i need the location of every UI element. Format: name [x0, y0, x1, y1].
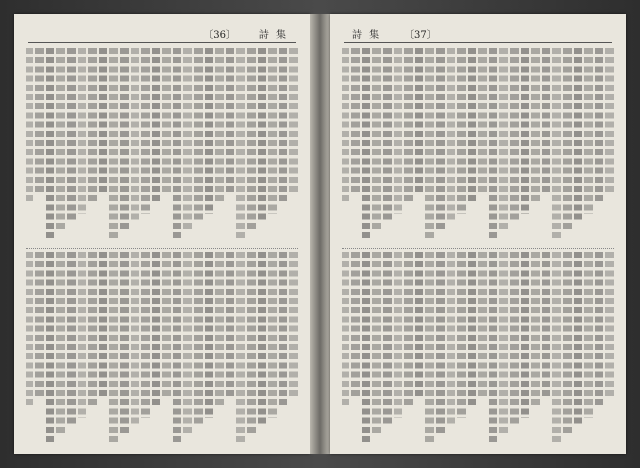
text-column: [510, 252, 519, 427]
text-column: [595, 252, 604, 408]
text-column: [258, 252, 267, 427]
text-column: [141, 252, 150, 418]
text-column: [552, 252, 561, 445]
text-column: [605, 252, 614, 399]
left-page: [14, 14, 310, 454]
text-column: [521, 252, 530, 418]
left-page-number: 〔36〕: [203, 30, 236, 41]
text-column: [35, 252, 44, 399]
text-column: [447, 48, 456, 223]
right-page-number: 〔37〕: [404, 30, 437, 41]
text-column: [109, 252, 118, 445]
text-column: [194, 48, 203, 223]
text-column: [26, 252, 33, 408]
text-column: [499, 252, 508, 436]
text-column: [394, 48, 403, 214]
text-column: [78, 252, 87, 418]
text-column: [226, 252, 235, 399]
text-column: [205, 252, 214, 418]
text-column: [372, 252, 381, 436]
text-column: [404, 48, 413, 204]
text-column: [46, 252, 55, 445]
text-column: [236, 252, 245, 445]
text-column: [268, 48, 277, 214]
text-column: [279, 252, 288, 408]
text-column: [67, 48, 76, 223]
text-column: [531, 252, 540, 408]
text-column: [131, 252, 140, 427]
text-column: [120, 252, 129, 436]
text-column: [215, 48, 224, 204]
text-column: [457, 252, 466, 418]
text-column: [131, 48, 140, 223]
text-column: [342, 48, 349, 204]
text-column: [88, 48, 97, 204]
right-page-title: 詩 集: [352, 30, 382, 41]
text-column: [468, 48, 477, 204]
right-upper-text-block: [342, 48, 614, 244]
text-column: [173, 252, 182, 445]
text-column: [436, 252, 445, 436]
text-column: [383, 48, 392, 223]
right-page-header: [344, 24, 612, 43]
right-lower-text-block: [342, 252, 614, 448]
text-column: [289, 252, 298, 399]
book-gutter: [310, 14, 330, 454]
text-column: [152, 48, 161, 204]
text-column: [584, 252, 593, 418]
text-column: [425, 48, 434, 241]
text-column: [542, 252, 551, 399]
text-column: [78, 48, 87, 214]
text-column: [478, 252, 487, 399]
text-column: [162, 48, 171, 195]
text-column: [499, 48, 508, 232]
text-column: [258, 48, 267, 223]
text-column: [268, 252, 277, 418]
text-column: [489, 252, 498, 445]
text-column: [531, 48, 540, 204]
text-column: [194, 252, 203, 427]
text-column: [584, 48, 593, 214]
text-column: [236, 48, 245, 241]
text-column: [425, 252, 434, 445]
text-column: [152, 252, 161, 408]
left-section-divider: [26, 248, 298, 249]
text-column: [351, 48, 360, 195]
text-column: [510, 48, 519, 223]
right-page: [330, 14, 626, 454]
text-column: [563, 252, 572, 436]
text-column: [351, 252, 360, 399]
text-column: [46, 48, 55, 241]
text-column: [120, 48, 129, 232]
text-column: [162, 252, 171, 399]
text-column: [141, 48, 150, 214]
text-column: [574, 252, 583, 427]
left-page-body: [26, 48, 298, 444]
text-column: [489, 48, 498, 241]
text-column: [279, 48, 288, 204]
text-column: [26, 48, 33, 204]
text-column: [99, 48, 108, 195]
text-column: [468, 252, 477, 408]
text-column: [552, 48, 561, 241]
text-column: [99, 252, 108, 399]
text-column: [289, 48, 298, 195]
text-column: [436, 48, 445, 232]
text-column: [88, 252, 97, 408]
left-upper-text-block: [26, 48, 298, 244]
text-column: [383, 252, 392, 427]
left-page-title: 詩 集: [258, 30, 288, 41]
text-column: [247, 252, 256, 436]
text-column: [415, 48, 424, 195]
text-column: [183, 48, 192, 232]
text-column: [542, 48, 551, 195]
text-column: [247, 48, 256, 232]
text-column: [56, 252, 65, 436]
text-column: [415, 252, 424, 399]
text-column: [521, 48, 530, 214]
text-column: [478, 48, 487, 195]
text-column: [362, 48, 371, 241]
text-column: [226, 48, 235, 195]
text-column: [372, 48, 381, 232]
text-column: [35, 48, 44, 195]
text-column: [605, 48, 614, 195]
text-column: [574, 48, 583, 223]
text-column: [447, 252, 456, 427]
text-column: [173, 48, 182, 241]
text-column: [205, 48, 214, 214]
right-page-body: [342, 48, 614, 444]
text-column: [394, 252, 403, 418]
text-column: [109, 48, 118, 241]
text-column: [183, 252, 192, 436]
text-column: [342, 252, 349, 408]
text-column: [563, 48, 572, 232]
text-column: [215, 252, 224, 408]
text-column: [362, 252, 371, 445]
text-column: [404, 252, 413, 408]
left-lower-text-block: [26, 252, 298, 448]
text-column: [595, 48, 604, 204]
text-column: [457, 48, 466, 214]
text-column: [56, 48, 65, 232]
left-page-header: [28, 24, 296, 43]
text-column: [67, 252, 76, 427]
right-section-divider: [342, 248, 614, 249]
